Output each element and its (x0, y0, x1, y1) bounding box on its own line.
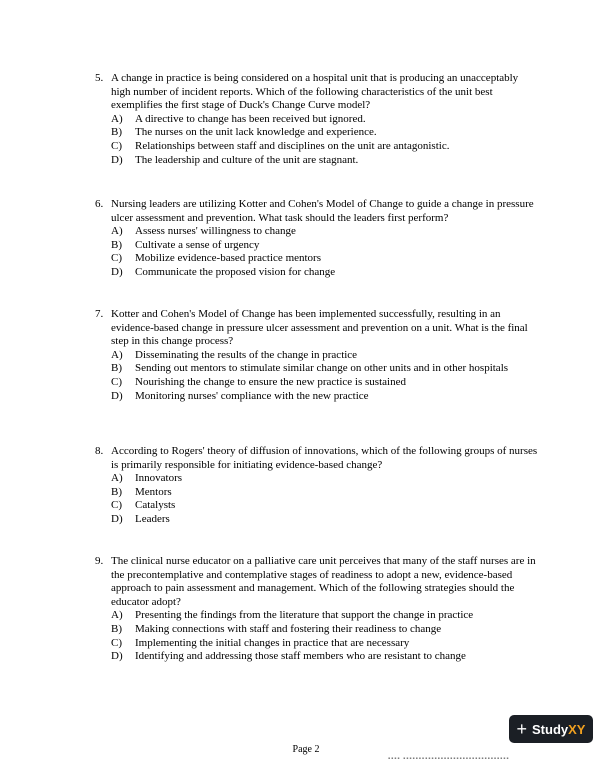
option-text: Communicate the proposed vision for change (135, 265, 336, 278)
option-letter: D) (111, 153, 123, 166)
question-text: Nursing leaders are utilizing Kotter and Cohen's Model of Change to guide a change in pressure ulcer assessment and prevention. What task should the leaders first perform? (111, 198, 534, 224)
option-text: Implementing the initial changes in practice that are necessary (135, 636, 410, 649)
option-text: Nourishing the change to ensure the new practice is sustained (135, 375, 406, 388)
option-text: Catalysts (135, 499, 176, 512)
option-c (95, 499, 540, 513)
option-letter: C) (111, 499, 122, 512)
option-letter: D) (111, 389, 123, 402)
option-b (95, 362, 540, 376)
option-text: A directive to change has been received but ignored. (135, 112, 366, 125)
option-b (95, 126, 540, 140)
option-a (95, 349, 540, 363)
plus-icon: + (516, 719, 528, 739)
option-letter: B) (111, 238, 122, 251)
option-letter: A) (111, 112, 123, 125)
option-c (95, 376, 540, 390)
option-c (95, 140, 540, 154)
badge-brand (532, 722, 585, 737)
option-text: Leaders (135, 512, 170, 525)
badge-study-text: Study (532, 721, 569, 737)
question-6 (95, 198, 540, 280)
option-text: Sending out mentors to stimulate similar change on other units and in other hospitals (135, 362, 509, 375)
question-number: 7. (95, 308, 104, 320)
option-d (95, 390, 540, 404)
option-text: Cultivate a sense of urgency (135, 238, 260, 251)
option-text: Mentors (135, 485, 172, 498)
option-b (95, 623, 540, 637)
option-letter: C) (111, 139, 122, 152)
option-letter: C) (111, 252, 122, 265)
option-a (95, 225, 540, 239)
option-text: Monitoring nurses' compliance with the new practice (135, 389, 369, 402)
option-letter: B) (111, 622, 122, 635)
question-text: According to Rogers' theory of diffusion of innovations, which of the following groups of nurses is primarily responsible for initiating evidence-based change? (111, 445, 538, 471)
option-text: Relationships between staff and disciplines on the unit are antagonistic. (135, 139, 450, 152)
option-text: Identifying and addressing those staff members who are resistant to change (135, 650, 466, 663)
option-text: Innovators (135, 472, 183, 485)
option-letter: B) (111, 126, 122, 139)
question-8 (95, 445, 540, 527)
question-text: A change in practice is being considered on a hospital unit that is producing an unacceptably high number of incident reports. Which of the following characteristics of the unit best exemplifies the first stage of Duck's Change Curve model? (111, 72, 519, 112)
question-5 (95, 72, 540, 167)
question-number: 6. (95, 198, 104, 210)
option-a (95, 609, 540, 623)
option-letter: C) (111, 375, 122, 388)
question-text: Kotter and Cohen's Model of Change has been implemented successfully, resulting in an evidence-based change in pressure ulcer assessment and prevention on a unit. What is the final step in this change process? (111, 308, 528, 348)
option-text: The leadership and culture of the unit are stagnant. (135, 153, 359, 166)
question-number: 5. (95, 72, 104, 84)
option-letter: A) (111, 472, 123, 485)
option-text: Assess nurses' willingness to change (135, 225, 296, 238)
option-letter: D) (111, 265, 123, 278)
option-letter: B) (111, 485, 122, 498)
option-c (95, 637, 540, 651)
page-number: Page 2 (292, 744, 320, 755)
question-number: 9. (95, 555, 104, 567)
option-a (95, 472, 540, 486)
option-b (95, 239, 540, 253)
question-text: The clinical nurse educator on a palliative care unit perceives that many of the staff nurses are in the precontemplative and contemplative stages of readiness to adopt a new, evidence-based approach to pain assessment and management. Which of the following strategies should the educator adopt? (111, 555, 536, 608)
option-a (95, 113, 540, 127)
option-letter: A) (111, 225, 123, 238)
option-text: Disseminating the results of the change in practice (135, 348, 358, 361)
option-letter: A) (111, 348, 123, 361)
option-text: Presenting the findings from the literature that support the change in practice (135, 609, 474, 622)
option-letter: B) (111, 362, 122, 375)
studyxy-logo-badge[interactable] (509, 715, 593, 743)
question-7 (95, 308, 540, 403)
option-text: Making connections with staff and fostering their readiness to change (135, 622, 442, 635)
option-d (95, 650, 540, 664)
question-number: 8. (95, 445, 104, 457)
option-text: Mobilize evidence-based practice mentors (135, 252, 322, 265)
question-9 (95, 555, 540, 664)
option-text: The nurses on the unit lack knowledge and experience. (135, 126, 377, 139)
option-d (95, 154, 540, 168)
option-b (95, 486, 540, 500)
option-letter: D) (111, 650, 123, 663)
option-d (95, 513, 540, 527)
option-d (95, 266, 540, 280)
cropped-footer-watermark: ▪▪▪▪ ▪▪▪▪▪▪▪▪▪▪▪▪▪▪▪▪▪▪▪▪▪▪▪▪▪▪▪▪▪▪▪▪▪▪ (388, 756, 510, 760)
option-letter: C) (111, 636, 122, 649)
badge-xy-text: XY (568, 721, 586, 737)
option-letter: A) (111, 609, 123, 622)
option-c (95, 252, 540, 266)
option-letter: D) (111, 512, 123, 525)
